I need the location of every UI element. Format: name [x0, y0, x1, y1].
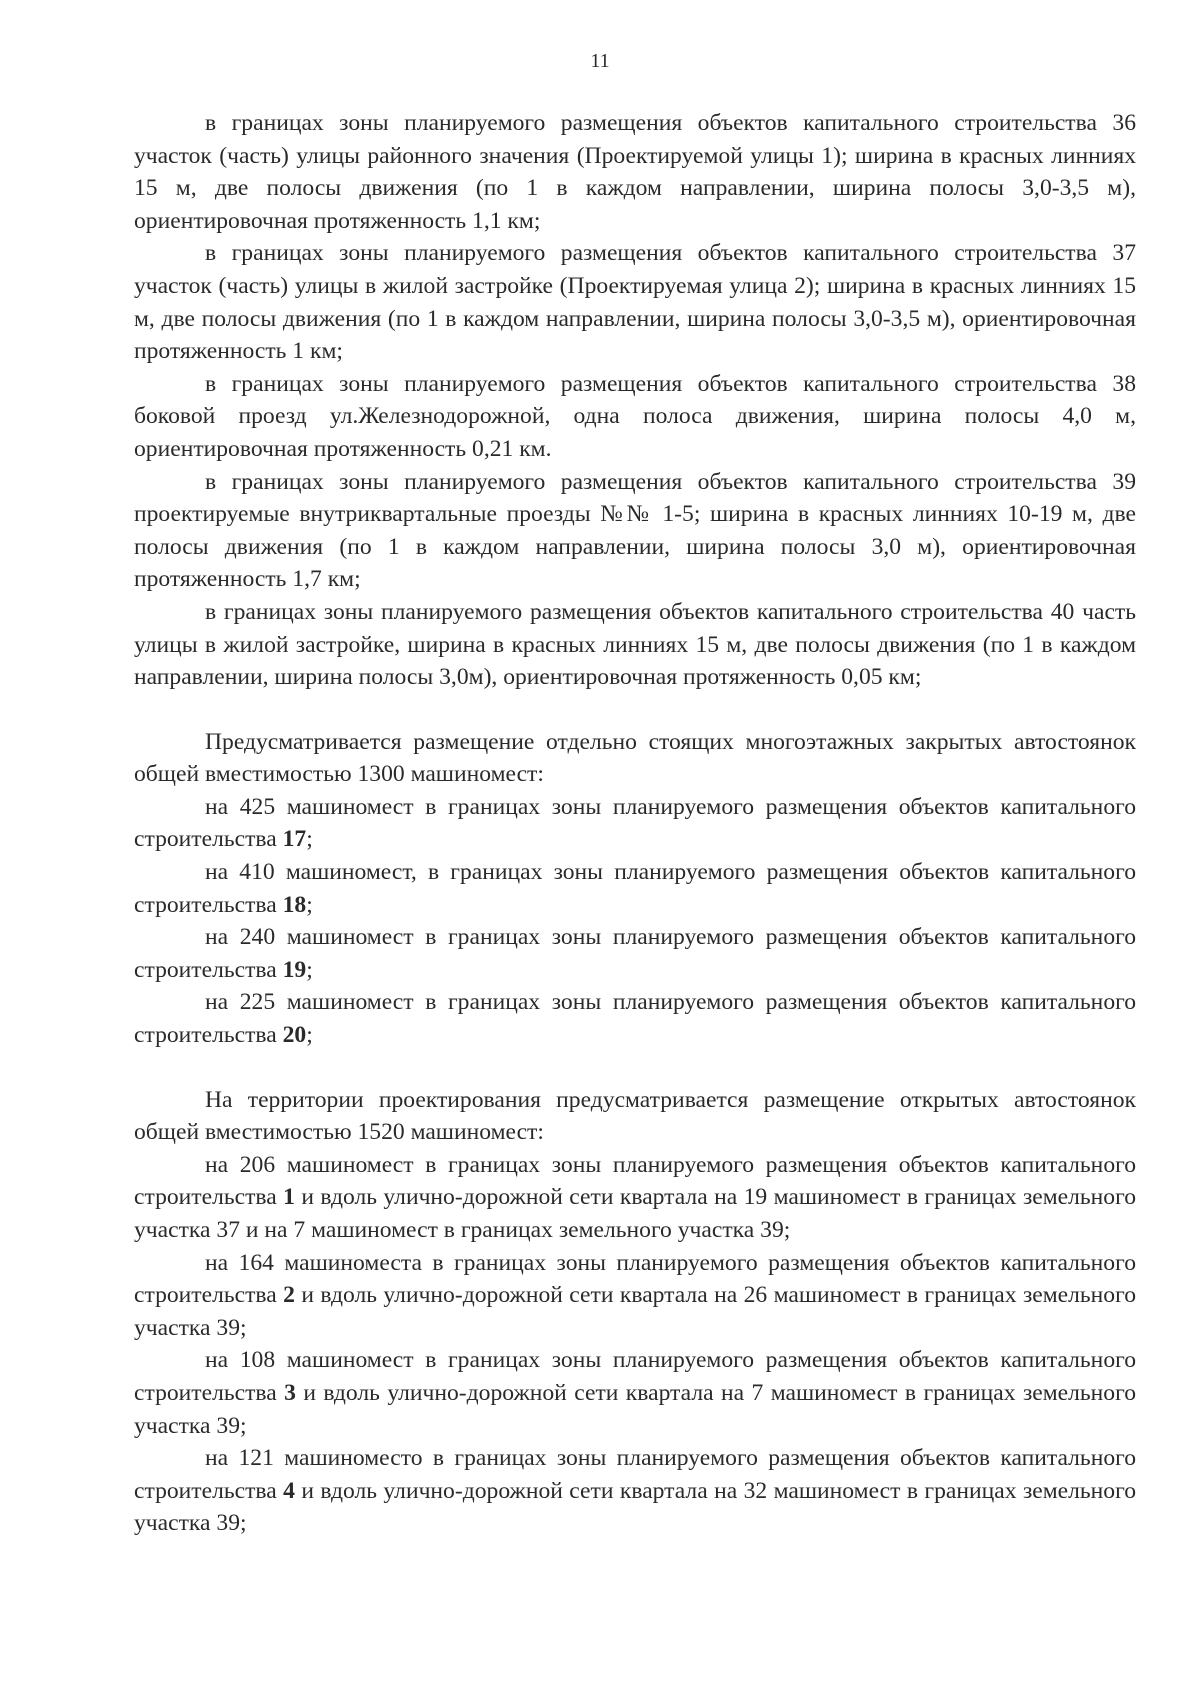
closed-parking-item: на 425 машиномест в границах зоны планируемого размещения объектов капитального строительства 17; [134, 793, 1136, 853]
open-parking-item: на 164 машиноместа в границах зоны планируемого размещения объектов капитального строительства 2 и вдоль улично-дорожной сети квартала на 26 машиномест в границах земельного участка 39; [134, 1249, 1136, 1341]
document-body [134, 107, 1136, 1540]
closed-parking-intro: Предусматривается размещение отдельно стоящих многоэтажных закрытых автостоянок общей вместимостью 1300 машиномест: [134, 728, 1136, 788]
open-parking-item: на 121 машиноместо в границах зоны планируемого размещения объектов капитального строительства 4 и вдоль улично-дорожной сети квартала на 32 машиномест в границах земельного участка 39; [134, 1445, 1136, 1537]
closed-parking-item: на 410 машиномест, в границах зоны планируемого размещения объектов капитального строительства 18; [134, 859, 1136, 918]
street-paragraph: в границах зоны планируемого размещения объектов капитального строительства 37 участок (часть) улицы в жилой застройке (Проектируемая улица 2); ширина в красных линниях 15 м, две полосы движения (по 1 в каждом направлении, ширина полосы 3,0-3,5 м), ориентировочная протяженность 1 км; [134, 240, 1136, 365]
closed-parking-item: на 240 машиномест в границах зоны планируемого размещения объектов капитального строительства 19; [134, 924, 1136, 983]
open-parking-item: на 108 машиномест в границах зоны планируемого размещения объектов капитального строительства 3 и вдоль улично-дорожной сети квартала на 7 машиномест в границах земельного участка 39; [134, 1347, 1136, 1439]
closed-parking-item: на 225 машиномест в границах зоны планируемого размещения объектов капитального строительства 20; [134, 989, 1136, 1049]
street-paragraph: в границах зоны планируемого размещения объектов капитального строительства 39 проектируемые внутриквартальные проезды №№ 1-5; ширина в красных линниях 10-19 м, две полосы движения (по 1 в каждом направлении, ширина полосы 3,0 м), ориентировочная протяженность 1,7 км; [134, 468, 1136, 593]
street-paragraph: в границах зоны планируемого размещения объектов капитального строительства 38 боковой проезд ул.Железнодорожной, одна полоса движения, ширина полосы 4,0 м, ориентировочная протяженность 0,21 км. [134, 370, 1136, 462]
page-number: 11 [590, 50, 610, 72]
street-paragraph: в границах зоны планируемого размещения объектов капитального строительства 40 часть улицы в жилой застройке, ширина в красных линниях 15 м, две полосы движения (по 1 в каждом направлении, ширина полосы 3,0м), ориентировочная протяженность 0,05 км; [134, 598, 1136, 691]
open-parking-intro: На территории проектирования предусматривается размещение открытых автостоянок общей вместимостью 1520 машиномест: [134, 1086, 1136, 1146]
open-parking-item: на 206 машиномест в границах зоны планируемого размещения объектов капитального строительства 1 и вдоль улично-дорожной сети квартала на 19 машиномест в границах земельного участка 37 и на 7 машиномест в границах земельного участка 39; [134, 1151, 1136, 1243]
street-paragraph: в границах зоны планируемого размещения объектов капитального строительства 36 участок (часть) улицы районного значения (Проектируемой улицы 1); ширина в красных линниях 15 м, две полосы движения (по 1 в каждом направлении, ширина полосы 3,0-3,5 м), ориентировочная протяженность 1,1 км; [134, 110, 1136, 234]
